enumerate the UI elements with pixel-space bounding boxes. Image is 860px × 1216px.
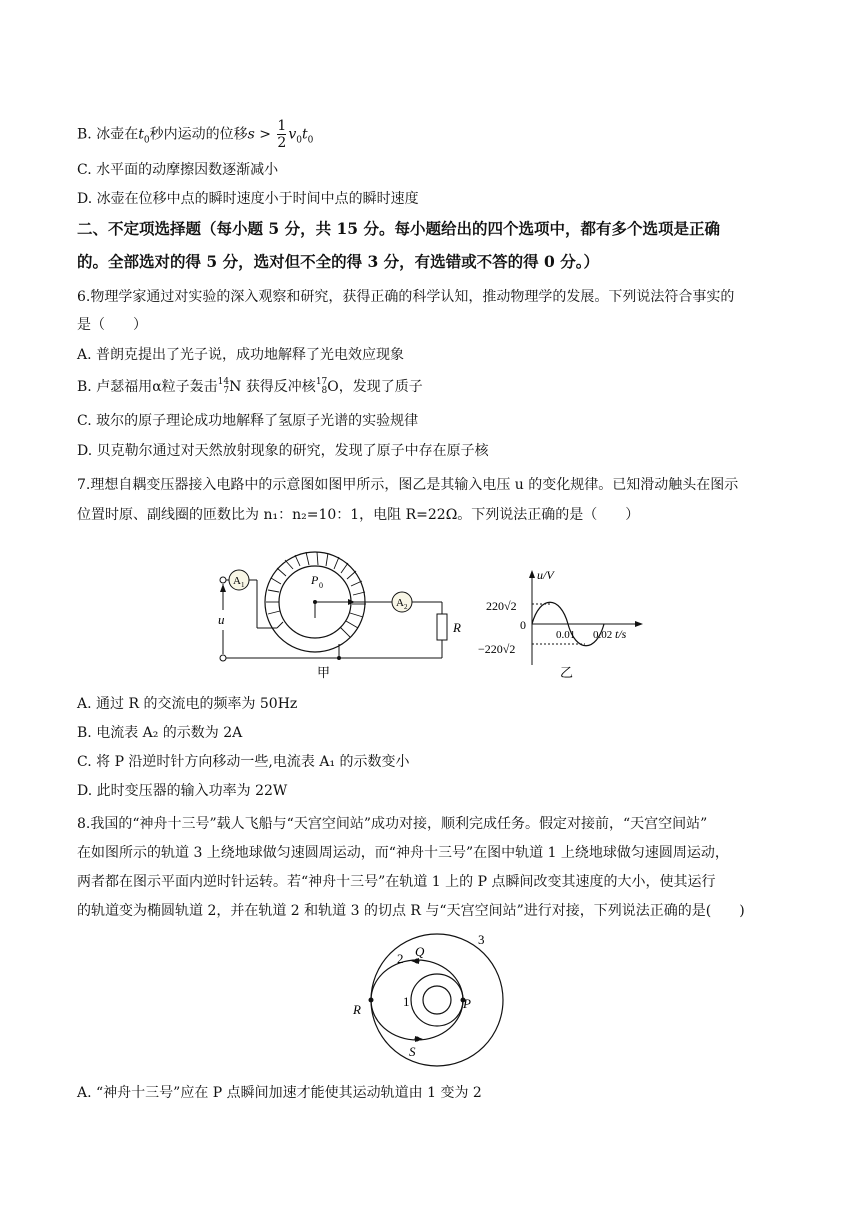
orbit-2 — [371, 960, 463, 1040]
q7-stem-1: 7.理想自耦变压器接入电路中的示意图如图甲所示，图乙是其输入电压 u 的变化规律。已知滑动触头在图示 — [77, 477, 739, 493]
svg-text:A: A — [233, 575, 241, 587]
svg-text:S: S — [409, 1044, 416, 1059]
svg-text:220√2: 220√2 — [486, 599, 517, 613]
svg-text:0.02: 0.02 — [593, 629, 613, 641]
svg-text:Q: Q — [415, 944, 425, 959]
svg-text:1: 1 — [241, 581, 245, 589]
section2-heading-2: 的。全部选对的得 5 分，选对但不全的得 3 分，有选错或不答的得 0 分。） — [77, 252, 599, 271]
q6-option-d: D. 贝克勒尔通过对天然放射现象的研究，发现了原子中存在原子核 — [77, 443, 489, 459]
nuclide-o-indices: 17 8 — [315, 377, 328, 396]
nuclide-n-indices: 14 7 — [217, 377, 230, 396]
caption-yi: 乙 — [560, 665, 574, 680]
orbit-3 — [371, 934, 503, 1066]
svg-text:0: 0 — [520, 618, 526, 632]
q6-option-a: A. 普朗克提出了光子说，成功地解释了光电效应现象 — [77, 347, 405, 363]
q8-option-a: A. “神舟十三号”应在 P 点瞬间加速才能使其运动轨道由 1 变为 2 — [77, 1085, 482, 1101]
svg-text:1: 1 — [403, 994, 410, 1009]
svg-text:−220√2: −220√2 — [478, 642, 516, 656]
q6-stem-1: 6.物理学家通过对实验的深入观察和研究，获得正确的科学认知，推动物理学的发展。下列说法符合事实的 — [77, 289, 735, 305]
q7-option-d: D. 此时变压器的输入功率为 22W — [77, 783, 288, 799]
svg-text:2: 2 — [397, 951, 404, 966]
q8-stem-4: 的轨道变为椭圆轨道 2，并在轨道 2 和轨道 3 的切点 R 与“天宫空间站”进行对接，下列说法正确的是( ) — [77, 903, 745, 919]
figure-yi-waveform — [470, 565, 670, 685]
q6-stem-2: 是（ ） — [77, 317, 147, 333]
q6-option-b: B. 卢瑟福用α粒子轰击 14 7 N 获得反冲核 17 8 O，发现了质子 — [77, 377, 423, 396]
figure-orbits — [345, 928, 505, 1073]
q6-option-c: C. 玻尔的原子理论成功地解释了氢原子光谱的实验规律 — [77, 413, 419, 429]
q5-option-d: D. 冰壶在位移中点的瞬时速度小于时间中点的瞬时速度 — [77, 191, 419, 207]
svg-text:0.01: 0.01 — [556, 629, 576, 641]
q7-option-a: A. 通过 R 的交流电的频率为 50Hz — [77, 696, 298, 712]
q7-stem-2: 位置时原、副线圈的匝数比为 n₁：n₂=10：1，电阻 R=22Ω。下列说法正确的是（ ） — [77, 507, 640, 523]
resistor-r-icon — [437, 614, 447, 640]
q7-option-c: C. 将 P 沿逆时针方向移动一些,电流表 A₁ 的示数变小 — [77, 754, 410, 770]
svg-text:P: P — [311, 573, 319, 587]
svg-text:t/s: t/s — [615, 627, 627, 641]
fraction-half: $\frac{1}{2}$ — [277, 118, 287, 151]
q8-stem-1: 8.我国的“神舟十三号”载人飞船与“天宫空间站”成功对接，顺利完成任务。假定对接前，“天宫空间站” — [77, 816, 708, 832]
svg-text:A: A — [396, 597, 404, 609]
orbit-1 — [411, 974, 463, 1026]
earth-icon — [423, 986, 451, 1014]
svg-text:3: 3 — [478, 932, 485, 947]
q7-option-b: B. 电流表 A₂ 的示数为 2A — [77, 725, 243, 741]
svg-text:2: 2 — [404, 603, 408, 611]
svg-text:R: R — [453, 620, 461, 635]
svg-text:R: R — [353, 1002, 361, 1017]
svg-text:0: 0 — [319, 581, 323, 590]
caption-jia: 甲 — [317, 665, 331, 680]
figure-jia-circuit — [205, 540, 465, 685]
svg-text:u/V: u/V — [537, 568, 554, 582]
q8-stem-2: 在如图所示的轨道 3 上绕地球做匀速圆周运动，而“神舟十三号”在图中轨道 1 上绕地球做匀速圆周运动， — [77, 845, 729, 861]
label-u: u — [218, 612, 225, 627]
q8-stem-3: 两者都在图示平面内逆时针运转。若“神舟十三号”在轨道 1 上的 P 点瞬间改变其速度的大小，使其运行 — [77, 874, 716, 890]
svg-text:P: P — [463, 996, 471, 1011]
q5-option-c: C. 水平面的动摩擦因数逐渐减小 — [77, 162, 279, 178]
q5-option-b: B. 冰壶在$t_0$秒内运动的位移s > $\frac{1}{2}$ $v_0t_0$ — [77, 118, 314, 151]
section2-heading-1: 二、不定项选择题（每小题 5 分，共 15 分。每小题给出的四个选项中，都有多个选项是正确 — [77, 219, 720, 238]
